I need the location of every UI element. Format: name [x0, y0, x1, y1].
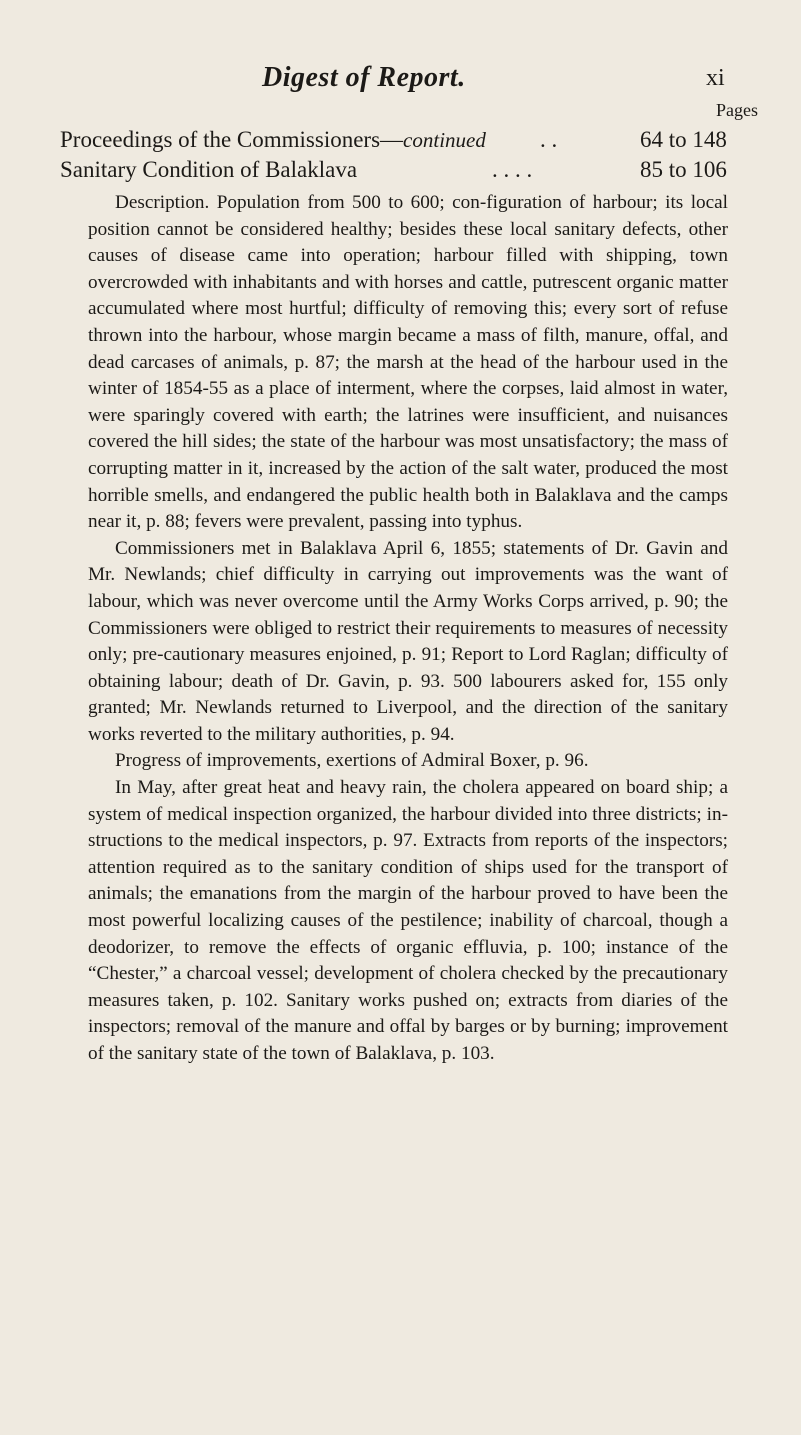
- paragraph-commissioners-met: Commissioners met in Balaklava April 6, 1855; statements of Dr. Gavin and Mr. Newlands; chief difficulty in carrying out improvements was the want of labour, which was never overcome until the Army Works Corps arrived, p. 90; the Commissioners were obliged to restrict their requirements to measures of necessity only; pre-cautionary measures enjoined, p. 91; Report to Lord Raglan; difficulty of obtaining labour; death of Dr. Gavin, p. 93. 500 labourers asked for, 155 only granted; Mr. Newlands returned to Liverpool, and the direction of the sanitary works reverted to the military authorities, p. 94.: [88, 537, 728, 745]
- paragraph-cholera: In May, after great heat and heavy rain, the cholera appeared on board ship; a system of medical inspection organized, the harbour divided into three districts; in-structions to the medical inspectors, p. 97. Extracts from reports of the inspectors; attention required as to the sanitary condition of ships used for the transport of animals; the emanations from the margin of the harbour proved to have been the most powerful localizing causes of the pestilence; inability of charcoal, though a deodorizer, to remove the effects of organic effluvia, p. 100; instance of the “Chester,” a charcoal vessel; development of cholera checked by the precautionary measures taken, p. 102. Sanitary works pushed on; extracts from diaries of the inspectors; removal of the manure and offal by barges or by burning; improvement of the sanitary state of the town of Balaklava, p. 103.: [88, 777, 728, 1064]
- toc-entry-title-italic: continued: [403, 128, 486, 152]
- digest-body: [88, 190, 728, 1068]
- paragraph-progress: Progress of improvements, exertions of Admiral Boxer, p. 96.: [115, 750, 589, 772]
- page-number: xi: [706, 65, 725, 91]
- running-head: [0, 62, 801, 98]
- paragraph-description: Description. Population from 500 to 600; con-figuration of harbour; its local position cannot be considered healthy; besides these local sanitary defects, other causes of disease came into operation; harbour filled with shipping, town overcrowded with inhabitants and with horses and cattle, putrescent organic matter accumulated where most hurtful; difficulty of removing this; every sort of refuse thrown into the harbour, whose margin became a mass of filth, manure, offal, and dead carcases of animals, p. 87; the marsh at the head of the harbour used in the winter of 1854-55 as a place of interment, where the corpses, laid almost in water, were sparingly covered with earth; the latrines were insufficient, and nuisances covered the hill sides; the state of the harbour was most unsatisfactory; the mass of corrupting matter in it, increased by the action of the salt water, produced the most horrible smells, and endangered the public health both in Balaklava and the camps near it, p. 88; fevers were prevalent, passing into typhus.: [88, 192, 728, 533]
- toc-page-range: 85 to 106: [640, 157, 727, 182]
- toc-entry-title: Sanitary Condition of Balaklava: [60, 157, 358, 182]
- toc-leader-dots: . . . .: [492, 157, 533, 182]
- toc-entry-title: Proceedings of the Commissioners—continued: [60, 127, 486, 152]
- toc-entry-sanitary-condition: [60, 157, 760, 187]
- toc-leader-dots: . .: [540, 127, 558, 152]
- running-head-title: Digest of Report.: [262, 62, 466, 93]
- toc-page-range: 64 to 148: [640, 127, 727, 152]
- toc-entry-proceedings: [60, 127, 760, 157]
- pages-column-label: Pages: [716, 100, 758, 120]
